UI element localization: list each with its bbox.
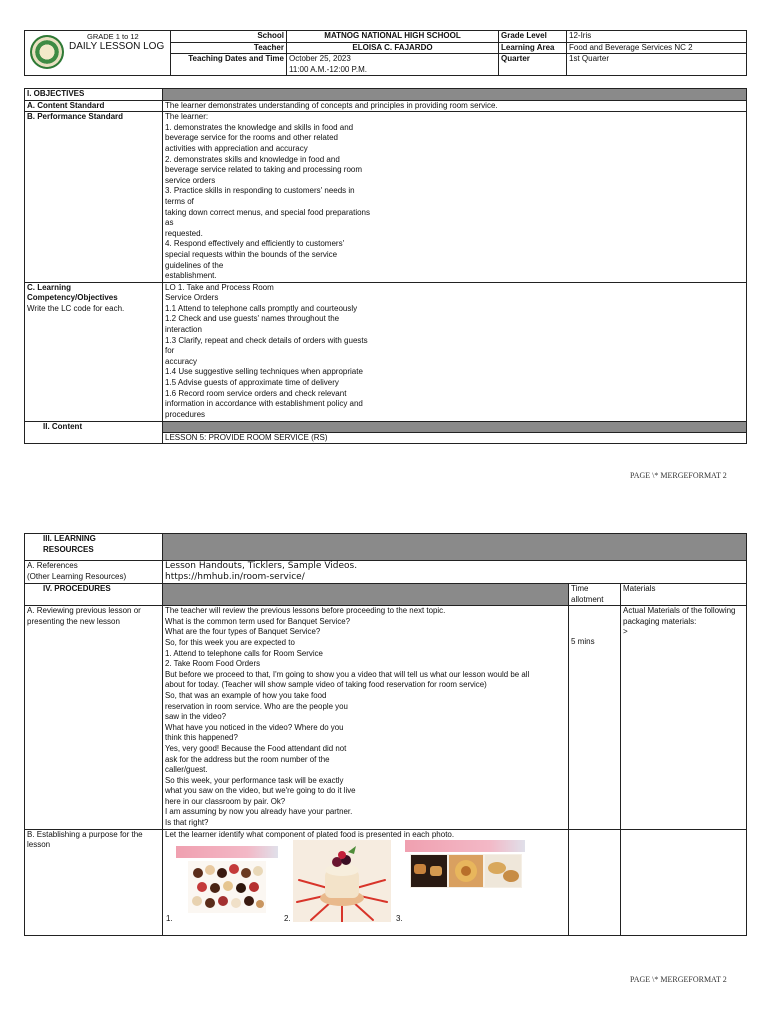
dates-value: October 25, 2023 11:00 A.M.-12:00 P.M. bbox=[287, 54, 499, 76]
learning-area-label: Learning Area bbox=[499, 42, 567, 54]
resources-gray-bar bbox=[163, 534, 747, 561]
procedures-gray-bar bbox=[163, 584, 569, 606]
procedures-label: IV. PROCEDURES bbox=[25, 584, 163, 606]
content-text: LESSON 5: PROVIDE ROOM SERVICE (RS) bbox=[163, 432, 747, 444]
grade-label: GRADE 1 to 12 bbox=[87, 32, 139, 41]
objectives-table bbox=[24, 88, 747, 444]
review-time: 5 mins bbox=[569, 606, 621, 829]
page2-footer: PAGE \* MERGEFORMAT 2 bbox=[630, 975, 727, 984]
school-seal-icon bbox=[30, 35, 64, 69]
materials-label: Materials bbox=[621, 584, 747, 606]
purpose-materials bbox=[621, 829, 747, 935]
photo-number-1: 1. bbox=[166, 914, 173, 923]
photo3-banner bbox=[405, 840, 525, 852]
competency-label-cell bbox=[25, 282, 163, 421]
content-standard-label: A. Content Standard bbox=[25, 100, 163, 112]
teacher-label: Teacher bbox=[171, 42, 287, 54]
references-text: Lesson Handouts, Ticklers, Sample Videos. https://hmhub.in/room-service/ bbox=[163, 561, 747, 584]
review-materials: Actual Materials of the following packaging materials: > bbox=[621, 606, 747, 829]
performance-standard-label: B. Performance Standard bbox=[25, 112, 163, 283]
dates-label: Teaching Dates and Time bbox=[171, 54, 287, 76]
learning-area-value: Food and Beverage Services NC 2 bbox=[567, 42, 747, 54]
content-label: II. Content bbox=[25, 421, 163, 444]
time-allotment-label: Time allotment bbox=[569, 584, 621, 606]
quarter-value: 1st Quarter bbox=[567, 54, 747, 76]
purpose-label: B. Establishing a purpose for the lesson bbox=[25, 829, 163, 935]
content-standard-text: The learner demonstrates understanding of concepts and principles in providing room service. bbox=[163, 100, 747, 112]
review-label: A. Reviewing previous lesson or presenting the new lesson bbox=[25, 606, 163, 829]
objectives-label: I. OBJECTIVES bbox=[25, 89, 163, 101]
grade-level-label: Grade Level bbox=[499, 31, 567, 43]
performance-standard-text: The learner: 1. demonstrates the knowledge and skills in food and beverage service for the rooms and other related activities with appreciation and accuracy 2. demonstrates skills and knowledge in food and beverage service related to taking and processing room service orders 3. Practice skills in responding to customers' needs in terms of taking down correct menus, and special food preparations as requested. 4. Respond effectively and efficiently to customers' special requests within the bounds of the service guidelines of the establishment. bbox=[163, 112, 747, 283]
log-title: DAILY LESSON LOG bbox=[69, 41, 165, 52]
competency-label: C. Learning Competency/Objectives bbox=[27, 282, 118, 303]
photo3-pastries-image bbox=[410, 854, 522, 888]
objectives-gray-bar bbox=[163, 89, 747, 101]
purpose-text: Let the learner identify what component of plated food is presented in each photo. bbox=[165, 829, 455, 839]
quarter-label: Quarter bbox=[499, 54, 567, 76]
header-logo-cell bbox=[25, 31, 171, 76]
header-table bbox=[24, 30, 747, 76]
page1-footer: PAGE \* MERGEFORMAT 2 bbox=[630, 471, 727, 480]
teacher-value: ELOISA C. FAJARDO bbox=[287, 42, 499, 54]
school-value: MATNOG NATIONAL HIGH SCHOOL bbox=[287, 31, 499, 43]
grade-level-value: 12-Iris bbox=[567, 31, 747, 43]
photo1-banner bbox=[176, 846, 278, 858]
purpose-time bbox=[569, 829, 621, 935]
competency-sub: Write the LC code for each. bbox=[27, 303, 125, 313]
school-label: School bbox=[171, 31, 287, 43]
photo1-chocolates-image bbox=[188, 861, 266, 913]
photo-number-2: 2. bbox=[284, 914, 291, 923]
photo-number-3: 3. bbox=[396, 914, 403, 923]
content-gray-bar bbox=[163, 421, 747, 432]
competency-text: LO 1. Take and Process Room Service Orders 1.1 Attend to telephone calls promptly and courteously 1.2 Check and use guests' names throughout the interaction 1.3 Clarify, repeat and check details of orders with guests for accuracy 1.4 Use suggestive selling techniques when appropriate 1.5 Advise guests of approximate time of delivery 1.6 Record room service orders and check relevant information in accordance with establishment policy and procedures bbox=[163, 282, 747, 421]
photo2-dessert-image bbox=[293, 840, 391, 922]
references-label: A. References (Other Learning Resources) bbox=[25, 561, 163, 584]
review-text: The teacher will review the previous lessons before proceeding to the next topic. What is the common term used for Banquet Service? What are the four types of Banquet Service? So, for this week you are expected to 1. Attend to telephone calls for Room Service 2. Take Room Food Orders But before we proceed to that, I'm going to show you a video that will tell us what our lesson would be all about for today. (Teacher will show sample video of taking food reservation for room service) So, that was an example of how you take food reservation in room service. Who are the people you saw in the video? What have you noticed in the video? Where do you think this happened? Yes, very good! Because the Food attendant did not ask for the address but the room number of the caller/guest. So this week, your performance task will be exactly what you saw on the video, but we're going to do it live here in our classroom by pair. Ok? I am assuming by now you already have your partner. Is that right? bbox=[163, 606, 569, 829]
resources-label: III. LEARNING RESOURCES bbox=[25, 534, 163, 561]
